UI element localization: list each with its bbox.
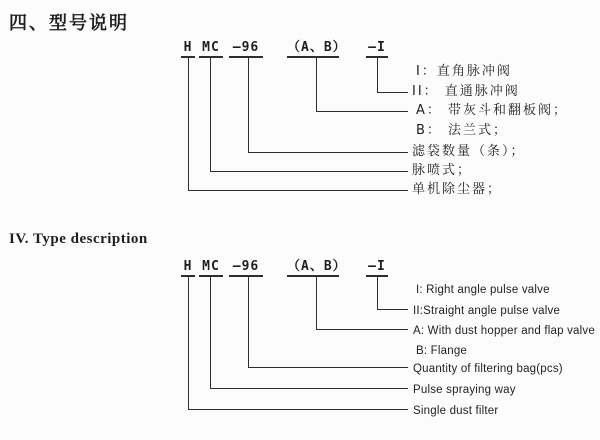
cn-code-seg-ab: （A、B） [287,41,339,58]
section-cn-heading: 四、型号说明 [9,13,129,34]
cn-label-single: 单机除尘器； [412,182,503,197]
cn-code-seg-mc: MC [199,41,223,58]
en-label-ii: II:Straight angle pulse valve [413,305,561,317]
cn-connector-h [188,58,408,191]
cn-label-bags: 滤袋数量（条）； [412,144,526,159]
cn-label-pulse: 脉喷式； [412,163,473,178]
en-connector-h [188,277,408,410]
en-code-seg-mc: MC [199,260,223,277]
cn-label-ii: II： 直通脉冲阀 [412,84,520,99]
en-label-a: A: With dust hopper and flap valve [413,325,595,337]
en-label-i: I: Right angle pulse valve [416,284,550,296]
en-code-seg-i: —I [366,260,388,277]
cn-label-b: B： 法兰式； [416,123,509,138]
section-en-heading: IV. Type description [9,231,148,247]
en-label-pulse: Pulse spraying way [413,384,516,396]
cn-code-seg-h: H [181,41,195,58]
cn-code-seg-i: —I [366,41,388,58]
en-label-b: B: Flange [416,345,468,357]
cn-label-a: A： 带灰斗和翻板阀； [416,103,569,118]
en-code-seg-h: H [181,260,195,277]
en-label-bags: Quantity of filtering bag(pcs) [413,363,563,375]
en-label-single: Single dust filter [413,405,499,417]
en-code-seg-ab: （A、B） [287,260,339,277]
cn-code-seg-96: —96 [229,41,263,58]
en-code-seg-96: —96 [229,260,263,277]
cn-label-i: I：直角脉冲阀 [416,64,512,79]
